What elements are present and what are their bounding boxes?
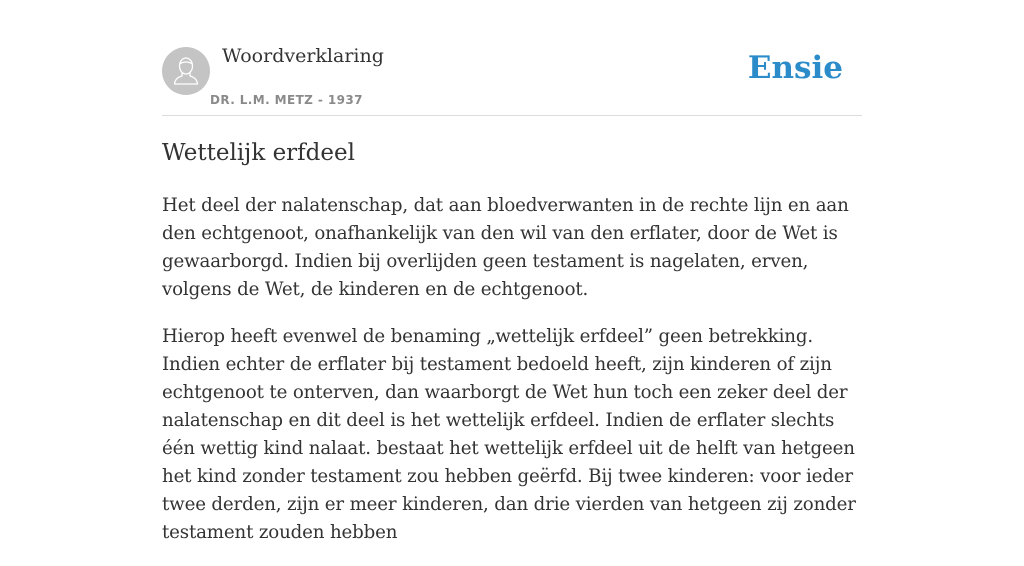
user-icon [162,47,210,95]
avatar [162,47,210,95]
body-paragraph-1: Het deel der nalatenschap, dat aan bloedverwanten in de rechte lijn en aan den echtgenoot, onafhankelijk van den wil van den erflater, door de Wet is gewaarborgd. Indien bij overlijden geen testament is nagelaten, erven, volgens de Wet, de kinderen en de echtgenoot. [162,195,849,300]
author-line [210,93,363,107]
brand-logo-link[interactable]: Ensie [747,50,843,86]
author-year-separator: - [317,93,324,107]
source-title[interactable]: Woordverklaring [222,45,384,67]
entry-body [162,192,866,566]
author-name[interactable]: DR. L.M. METZ [210,93,314,107]
publication-year: 1937 [327,93,363,107]
header [162,0,862,116]
body-paragraph-2: Hierop heeft evenwel de benaming „wettelijk erfdeel” geen betrekking. Indien echter de erflater bij testament bedoeld heeft, zijn kinderen of zijn echtgenoot te onterven, dan waarborgt de Wet hun toch een zeker deel der nalatenschap en dit deel is het wettelijk erfdeel. Indien de erflater slechts één wettig kind nalaat. bestaat het wettelijk erfdeel uit de helft van hetgeen het kind zonder testament zou hebben geërfd. Bij twee kinderen: voor ieder twee derden, zijn er meer kinderen, dan drie vierden van hetgeen zij zonder testament zouden hebben [162,326,856,543]
entry-title: Wettelijk erfdeel [162,140,355,166]
